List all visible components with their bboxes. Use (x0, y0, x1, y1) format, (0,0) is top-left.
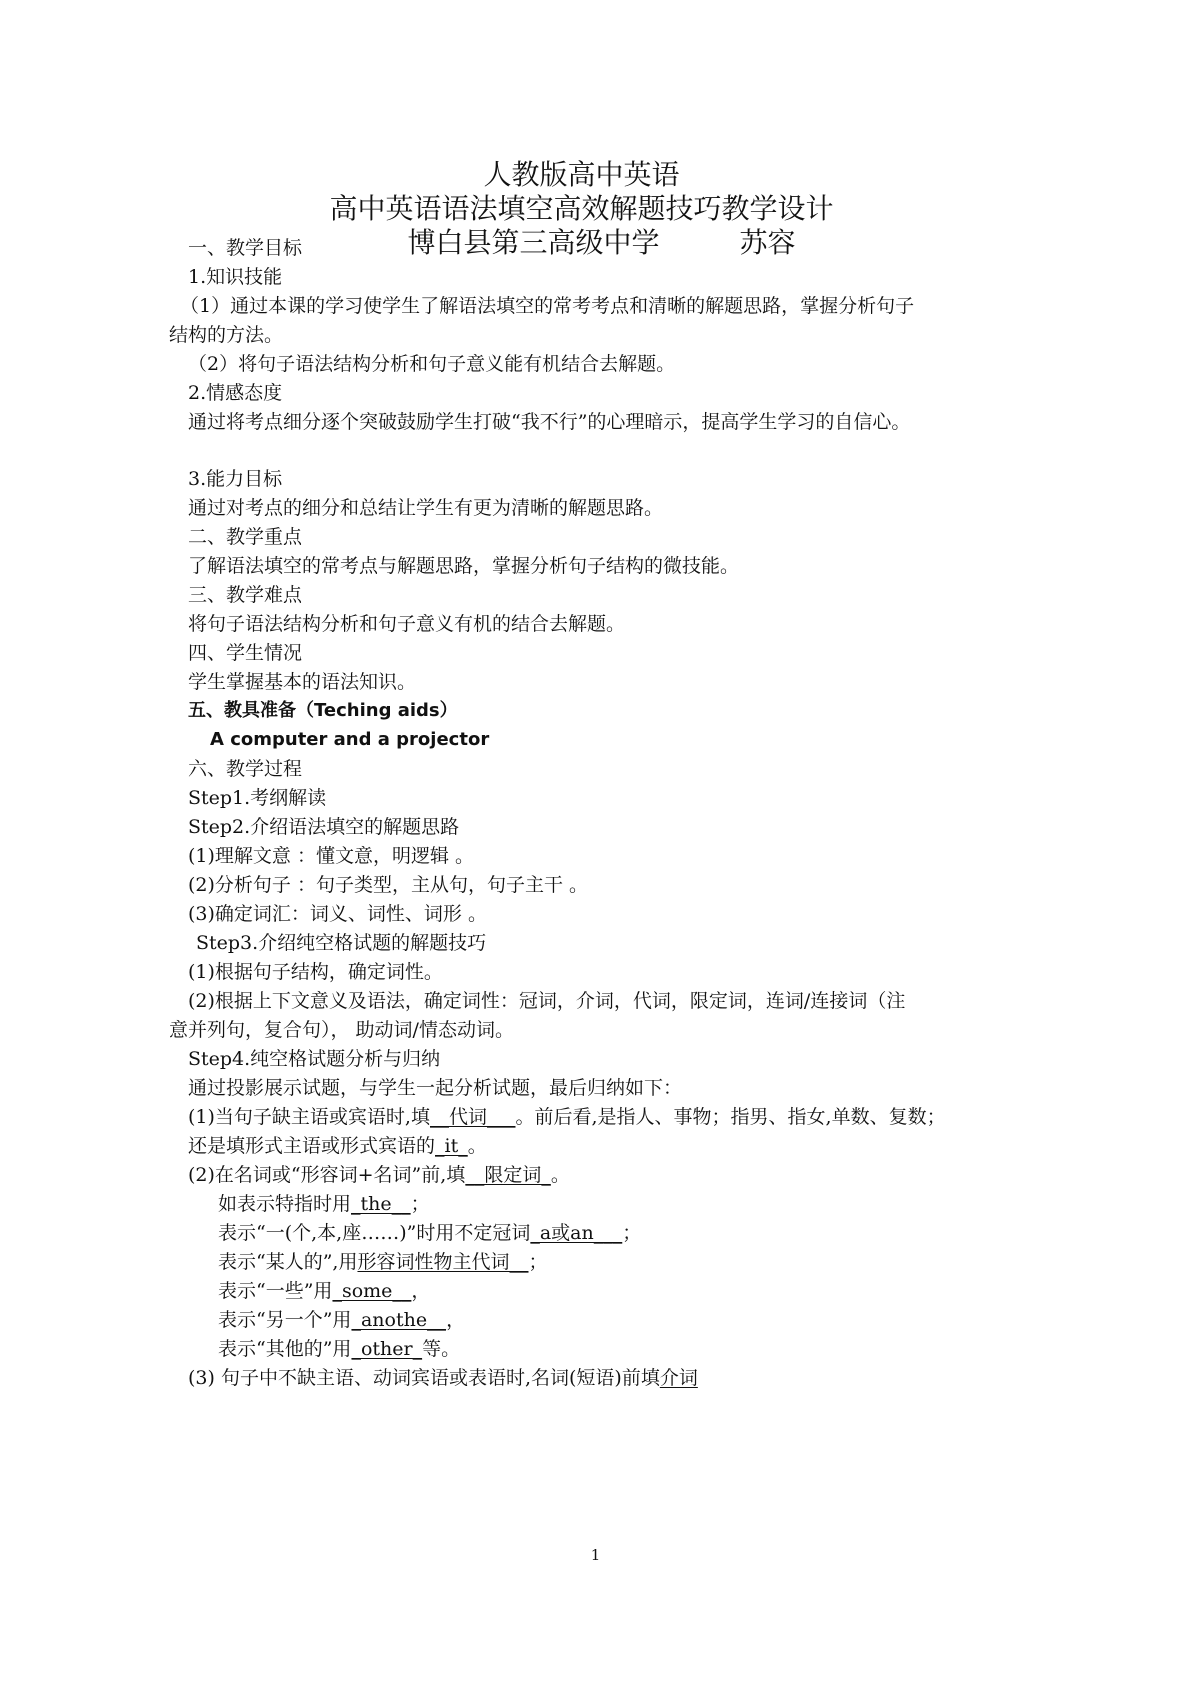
paragraph-line: 意并列句，复合句）， 助动词/情态动词。 (169, 1019, 514, 1041)
step-heading: Step3.介绍纯空格试题的解题技巧 (196, 932, 487, 954)
paragraph-line: 如表示特指时用_the__； (218, 1193, 430, 1215)
subheading-ability: 3.能力目标 (188, 468, 283, 490)
step-heading: Step2.介绍语法填空的解题思路 (188, 816, 460, 838)
paragraph-line: 通过将考点细分逐个突破鼓励学生打破“我不行”的心理暗示，提高学生学习的自信心。 (188, 411, 911, 433)
fill-answer: __代词___ (429, 1106, 516, 1128)
paragraph-line: 还是填形式主语或形式宾语的_it_。 (188, 1135, 487, 1157)
paragraph-line: 通过对考点的细分和总结让学生有更为清晰的解题思路。 (188, 497, 664, 519)
fill-answer: 介词 (659, 1367, 698, 1389)
page-number: 1 (590, 1546, 601, 1564)
list-item: (2)根据上下文意义及语法，确定词性：冠词，介词，代词，限定词，连词/连接词（注 (188, 990, 906, 1012)
paragraph-line: 表示“另一个”用_anothe__， (218, 1309, 466, 1331)
doc-title-publisher: 人教版高中英语 (483, 158, 680, 191)
paragraph-line: （1）通过本课的学习使学生了解语法填空的常考考点和清晰的解题思路，掌握分析句子 (180, 295, 915, 317)
section-heading-students: 四、学生情况 (188, 642, 303, 664)
step-heading: Step4.纯空格试题分析与归纳 (188, 1048, 441, 1070)
paragraph-line: 了解语法填空的常考点与解题思路，掌握分析句子结构的微技能。 (188, 555, 740, 577)
subheading-attitude: 2.情感态度 (188, 382, 283, 404)
paragraph-line: 将句子语法结构分析和句子意义有机的结合去解题。 (188, 613, 626, 635)
section-heading-difficulties: 三、教学难点 (188, 584, 303, 606)
step-heading: Step1.考纲解读 (188, 787, 327, 809)
paragraph-line: 表示“某人的”,用形容词性物主代词__； (218, 1251, 548, 1273)
paragraph-line: 结构的方法。 (169, 324, 284, 346)
doc-title-main: 高中英语语法填空高效解题技巧教学设计 (329, 192, 834, 225)
list-item: (1)根据句子结构，确定词性。 (188, 961, 443, 983)
fill-answer: _some__ (332, 1280, 412, 1302)
fill-answer: _other_ (351, 1338, 423, 1360)
paragraph-line: 表示“一些”用_some__， (218, 1280, 431, 1302)
section-heading-key-points: 二、教学重点 (188, 526, 303, 548)
doc-title-author: 博白县第三高级中学 苏容 (407, 226, 796, 259)
fill-answer: _it_ (435, 1135, 468, 1157)
list-item: (1)理解文意 ：懂文意，明逻辑 。 (188, 845, 474, 867)
paragraph-line: （2）将句子语法结构分析和句子意义能有机结合去解题。 (188, 353, 676, 375)
section-heading-process: 六、教学过程 (188, 758, 303, 780)
fill-answer: _anothe__ (351, 1309, 447, 1331)
section-heading-objectives: 一、教学目标 (188, 237, 303, 259)
fill-answer: _the__ (351, 1193, 411, 1215)
fill-answer: _a或an___ (530, 1222, 623, 1244)
list-item: (2)分析句子 ：句子类型，主从句，句子主干 。 (188, 874, 588, 896)
list-item: (2)在名词或“形容词+名词”前,填__限定词_。 (188, 1164, 570, 1186)
fill-answer: 形容词性物主代词__ (357, 1251, 529, 1273)
fill-answer: __限定词_ (465, 1164, 551, 1186)
paragraph-line: 通过投影展示试题，与学生一起分析试题，最后归纳如下： (188, 1077, 683, 1099)
list-item: (3) 句子中不缺主语、动词宾语或表语时,名词(短语)前填介词 (188, 1367, 698, 1389)
subheading-knowledge: 1.知识技能 (188, 266, 283, 288)
paragraph-line: 表示“其他的”用_other_等。 (218, 1338, 461, 1360)
paragraph-line: 表示“一(个,本,座……)”时用不定冠词_a或an___； (218, 1222, 642, 1244)
teaching-aids-text: A computer and a projector (210, 729, 490, 750)
paragraph-line: 学生掌握基本的语法知识。 (188, 671, 417, 693)
section-heading-teaching-aids: 五、教具准备（Teching aids） (188, 700, 458, 721)
list-item: (1)当句子缺主语或宾语时,填__代词___。前后看,是指人、事物；指男、指女,单数、复数； (188, 1106, 946, 1128)
list-item: (3)确定词汇：词义、词性、词形 。 (188, 903, 487, 925)
